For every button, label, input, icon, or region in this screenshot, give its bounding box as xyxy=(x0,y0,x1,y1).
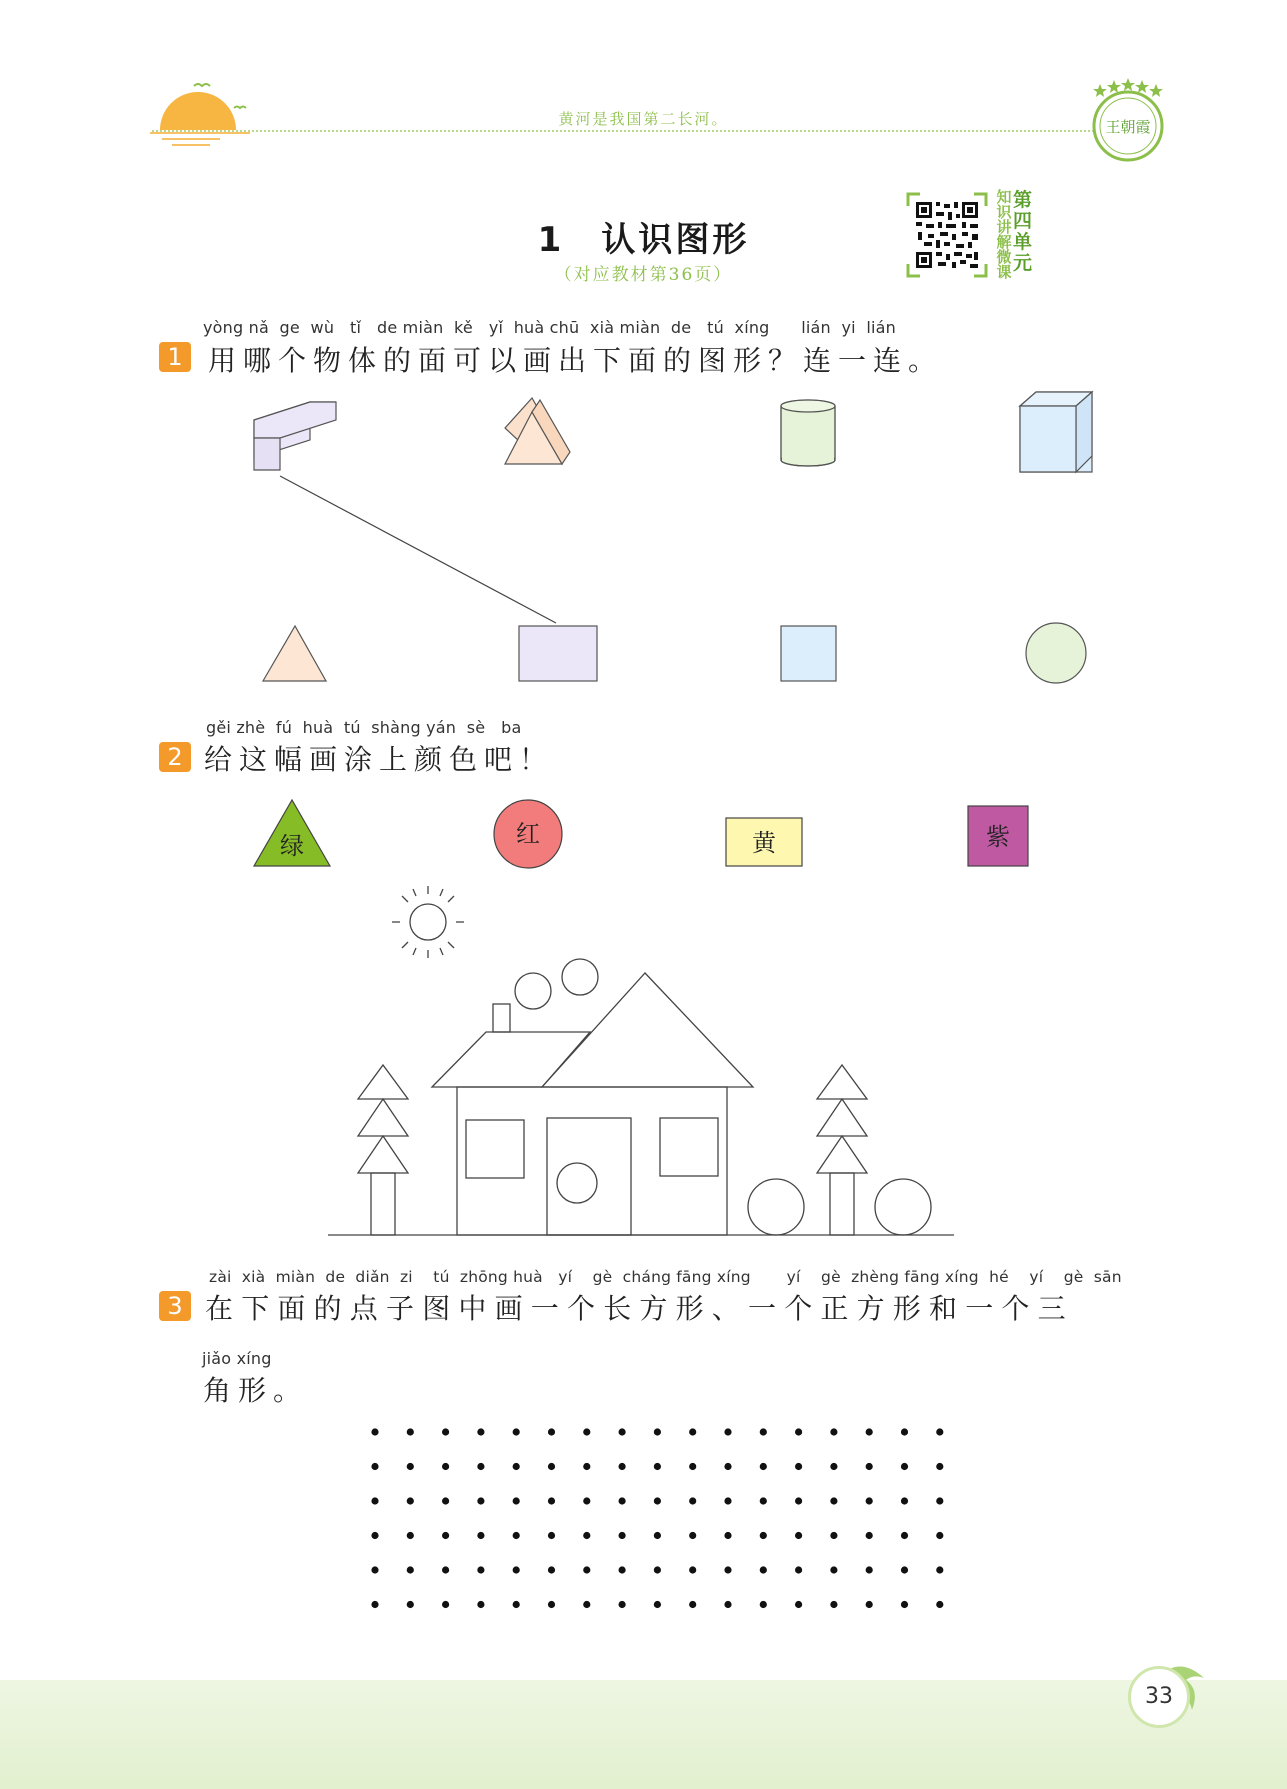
grid-dot[interactable] xyxy=(689,1532,696,1539)
grid-dot[interactable] xyxy=(760,1497,767,1504)
grid-dot[interactable] xyxy=(407,1601,414,1608)
grid-dot[interactable] xyxy=(583,1601,590,1608)
question-3-pinyin: zài xià miàn de diǎn zi tú zhōng huà yí gè cháng fāng xíng yí gè zhèng fāng xíng hé yí gè sān xyxy=(209,1268,1122,1286)
grid-dot[interactable] xyxy=(548,1532,555,1539)
question-2-pinyin: gěi zhè fú huà tú shàng yán sè ba xyxy=(206,718,522,737)
footer-band xyxy=(0,1680,1287,1789)
grid-dot[interactable] xyxy=(724,1566,731,1573)
grid-dot[interactable] xyxy=(866,1463,873,1470)
rectangle-shape xyxy=(519,626,597,681)
smoke-circle xyxy=(562,959,598,995)
grid-dot[interactable] xyxy=(477,1428,484,1435)
grid-dot[interactable] xyxy=(760,1601,767,1608)
grid-dot[interactable] xyxy=(689,1601,696,1608)
chimney xyxy=(493,1004,510,1032)
grid-dot[interactable] xyxy=(583,1566,590,1573)
grid-dot[interactable] xyxy=(654,1566,661,1573)
grid-dot[interactable] xyxy=(830,1428,837,1435)
grid-dot[interactable] xyxy=(724,1601,731,1608)
question-1-figure xyxy=(240,390,1120,690)
grid-dot[interactable] xyxy=(548,1601,555,1608)
purple-key-label: 紫 xyxy=(986,823,1010,851)
grid-dot[interactable] xyxy=(830,1463,837,1470)
house-body xyxy=(457,1087,727,1235)
grid-dot[interactable] xyxy=(795,1601,802,1608)
cylinder-solid xyxy=(781,400,835,466)
qr-code[interactable] xyxy=(906,192,988,278)
header-divider xyxy=(152,130,1162,132)
grid-dot[interactable] xyxy=(407,1566,414,1573)
grid-dot[interactable] xyxy=(583,1428,590,1435)
grid-dot[interactable] xyxy=(548,1428,555,1435)
cuboid-solid xyxy=(254,390,336,470)
grid-dot[interactable] xyxy=(901,1428,908,1435)
grid-dot[interactable] xyxy=(936,1463,943,1470)
grid-dot[interactable] xyxy=(795,1566,802,1573)
grid-dot[interactable] xyxy=(513,1428,520,1435)
grid-dot[interactable] xyxy=(901,1566,908,1573)
house-drawing xyxy=(320,885,960,1240)
grid-dot[interactable] xyxy=(442,1497,449,1504)
lesson-title: 1 认识图形 xyxy=(537,220,750,260)
color-key xyxy=(240,790,1040,870)
grid-dot[interactable] xyxy=(795,1497,802,1504)
grid-dot[interactable] xyxy=(689,1463,696,1470)
grid-dot[interactable] xyxy=(866,1601,873,1608)
question-3-text-line2: 角形。 xyxy=(203,1374,309,1407)
grid-dot[interactable] xyxy=(724,1532,731,1539)
grid-dot[interactable] xyxy=(866,1497,873,1504)
grid-dot[interactable] xyxy=(442,1566,449,1573)
grid-dot[interactable] xyxy=(936,1566,943,1573)
tree-triangle xyxy=(358,1136,408,1173)
grid-dot[interactable] xyxy=(654,1497,661,1504)
green-key-label: 绿 xyxy=(280,832,304,860)
grid-dot[interactable] xyxy=(724,1497,731,1504)
grid-dot[interactable] xyxy=(371,1601,378,1608)
house-door xyxy=(547,1118,631,1235)
brand-logo xyxy=(1086,76,1170,166)
grid-dot[interactable] xyxy=(760,1532,767,1539)
tree-trunk xyxy=(371,1173,395,1235)
grid-dot[interactable] xyxy=(901,1601,908,1608)
grid-dot[interactable] xyxy=(513,1463,520,1470)
grid-dot[interactable] xyxy=(795,1532,802,1539)
grid-dot[interactable] xyxy=(760,1566,767,1573)
grid-dot[interactable] xyxy=(901,1497,908,1504)
grid-dot[interactable] xyxy=(689,1428,696,1435)
grid-dot[interactable] xyxy=(724,1463,731,1470)
grid-dot[interactable] xyxy=(371,1566,378,1573)
triangle-shape xyxy=(263,626,326,681)
grid-dot[interactable] xyxy=(407,1532,414,1539)
question-1-text: 用哪个物体的面可以画出下面的图形？连一连。 xyxy=(208,344,944,377)
qr-caption-microlesson: 知识讲解微课 xyxy=(996,188,1012,281)
grid-dot[interactable] xyxy=(866,1428,873,1435)
grid-dot[interactable] xyxy=(513,1566,520,1573)
grid-dot[interactable] xyxy=(830,1532,837,1539)
grid-dot[interactable] xyxy=(548,1566,555,1573)
grid-dot[interactable] xyxy=(548,1497,555,1504)
red-key-label: 红 xyxy=(516,820,540,848)
door-circle xyxy=(557,1163,597,1203)
qr-caption-unit: 第四单元 xyxy=(1013,189,1033,274)
question-3-text: 在下面的点子图中画一个长方形、一个正方形和一个三 xyxy=(205,1292,1074,1325)
dot-grid[interactable] xyxy=(360,1420,960,1650)
grid-dot[interactable] xyxy=(371,1428,378,1435)
grid-dot[interactable] xyxy=(936,1532,943,1539)
grid-dot[interactable] xyxy=(583,1463,590,1470)
grid-dot[interactable] xyxy=(477,1601,484,1608)
grid-dot[interactable] xyxy=(619,1566,626,1573)
grid-dot[interactable] xyxy=(371,1463,378,1470)
grid-dot[interactable] xyxy=(936,1497,943,1504)
grid-dot[interactable] xyxy=(689,1566,696,1573)
tree-triangle xyxy=(817,1065,867,1099)
grid-dot[interactable] xyxy=(371,1497,378,1504)
grid-dot[interactable] xyxy=(654,1428,661,1435)
grid-dot[interactable] xyxy=(513,1601,520,1608)
yellow-key-label: 黄 xyxy=(752,829,776,857)
bush-circle xyxy=(875,1179,931,1235)
grid-dot[interactable] xyxy=(654,1463,661,1470)
grid-dot[interactable] xyxy=(583,1532,590,1539)
answer-connect-line xyxy=(280,476,556,623)
grid-dot[interactable] xyxy=(619,1463,626,1470)
question-3-badge: 3 xyxy=(159,1291,191,1321)
house-window-left xyxy=(466,1120,524,1178)
cube-solid xyxy=(1020,392,1092,472)
grid-dot[interactable] xyxy=(477,1532,484,1539)
grid-dot[interactable] xyxy=(901,1532,908,1539)
sun-outline xyxy=(392,886,464,958)
header-proverb: 黄河是我国第二长河。 xyxy=(558,110,729,128)
grid-dot[interactable] xyxy=(619,1497,626,1504)
grid-dot[interactable] xyxy=(371,1532,378,1539)
tree-triangle xyxy=(817,1099,867,1136)
lesson-subtitle: （对应教材第36页） xyxy=(554,265,733,285)
grid-dot[interactable] xyxy=(654,1532,661,1539)
grid-dot[interactable] xyxy=(936,1601,943,1608)
grid-dot[interactable] xyxy=(477,1566,484,1573)
grid-dot[interactable] xyxy=(442,1428,449,1435)
question-2-badge: 2 xyxy=(159,742,191,772)
grid-dot[interactable] xyxy=(477,1497,484,1504)
grid-dot[interactable] xyxy=(477,1463,484,1470)
house-window-right xyxy=(660,1118,718,1176)
square-shape xyxy=(781,626,836,681)
grid-dot[interactable] xyxy=(442,1601,449,1608)
grid-dot[interactable] xyxy=(830,1497,837,1504)
tree-triangle xyxy=(358,1099,408,1136)
grid-dot[interactable] xyxy=(407,1463,414,1470)
page-number: 33 xyxy=(1128,1666,1190,1728)
grid-dot[interactable] xyxy=(583,1497,590,1504)
logo-text: 王朝霞 xyxy=(1105,118,1151,136)
tree-trunk xyxy=(830,1173,854,1235)
grid-dot[interactable] xyxy=(654,1601,661,1608)
grid-dot[interactable] xyxy=(513,1497,520,1504)
grid-dot[interactable] xyxy=(724,1428,731,1435)
grid-dot[interactable] xyxy=(407,1428,414,1435)
circle-shape xyxy=(1026,623,1086,683)
question-3-pinyin-line2: jiǎo xíng xyxy=(202,1349,272,1368)
question-1-pinyin: yòng nǎ ge wù tǐ de miàn kě yǐ huà chū xià miàn de tú xíng lián yi lián xyxy=(203,318,896,337)
grid-dot[interactable] xyxy=(513,1532,520,1539)
grid-dot[interactable] xyxy=(619,1601,626,1608)
question-2-text: 给这幅画涂上颜色吧！ xyxy=(204,743,555,776)
triangular-prism-solid xyxy=(505,398,570,464)
bush-circle xyxy=(748,1179,804,1235)
grid-dot[interactable] xyxy=(442,1532,449,1539)
grid-dot[interactable] xyxy=(901,1463,908,1470)
tree-triangle xyxy=(358,1065,408,1099)
grid-dot[interactable] xyxy=(548,1463,555,1470)
grid-dot[interactable] xyxy=(795,1463,802,1470)
tree-triangle xyxy=(817,1136,867,1173)
grid-dot[interactable] xyxy=(689,1497,696,1504)
grid-dot[interactable] xyxy=(619,1532,626,1539)
grid-dot[interactable] xyxy=(866,1566,873,1573)
grid-dot[interactable] xyxy=(795,1428,802,1435)
grid-dot[interactable] xyxy=(830,1566,837,1573)
grid-dot[interactable] xyxy=(866,1532,873,1539)
grid-dot[interactable] xyxy=(936,1428,943,1435)
grid-dot[interactable] xyxy=(760,1463,767,1470)
grid-dot[interactable] xyxy=(407,1497,414,1504)
smoke-circle xyxy=(515,973,551,1009)
house-roof-right xyxy=(542,973,753,1087)
grid-dot[interactable] xyxy=(619,1428,626,1435)
question-1-badge: 1 xyxy=(159,342,191,372)
grid-dot[interactable] xyxy=(442,1463,449,1470)
grid-dot[interactable] xyxy=(830,1601,837,1608)
grid-dot[interactable] xyxy=(760,1428,767,1435)
